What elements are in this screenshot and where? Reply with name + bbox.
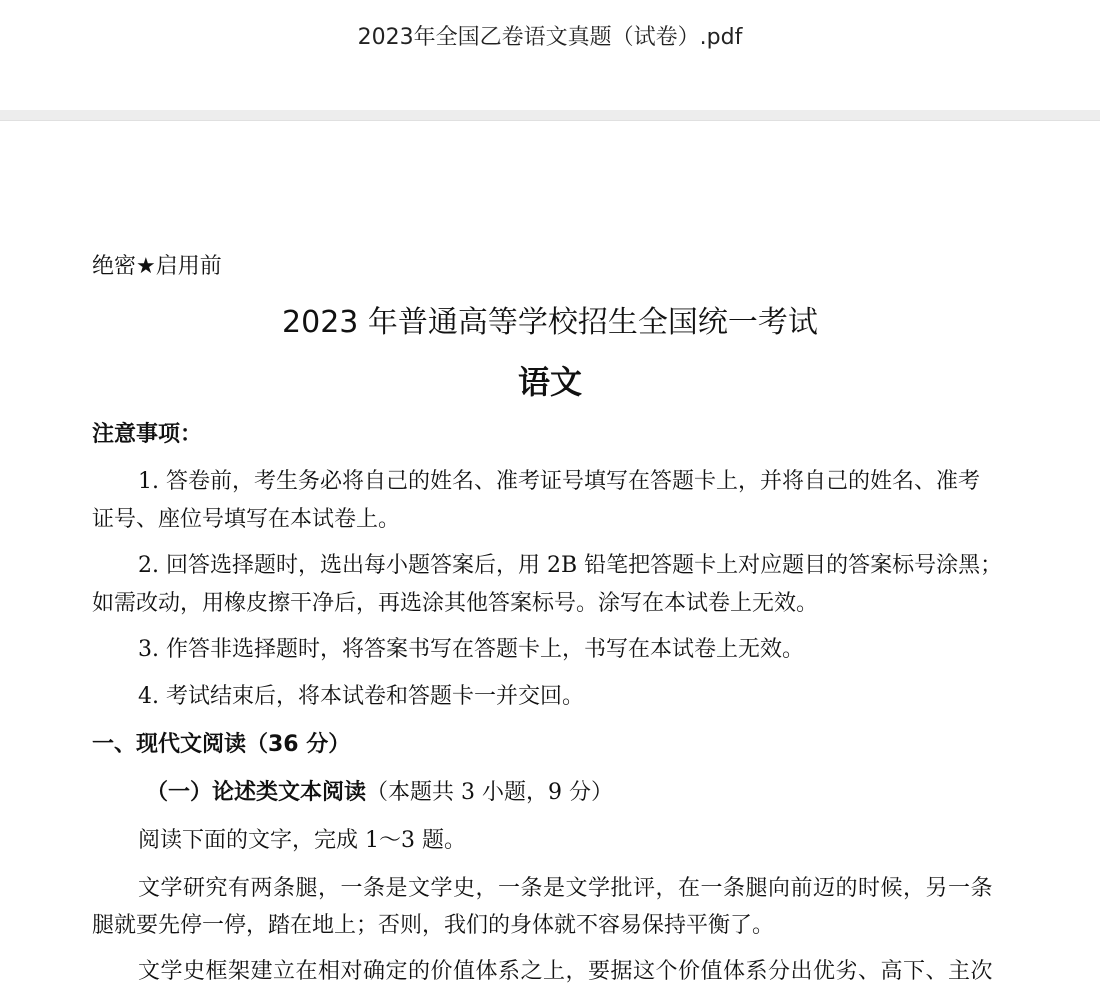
pdf-page[interactable]: [0, 121, 1100, 990]
note-2-line-1: 2. 回答选择题时，选出每小题答案后，用 2B 铅笔把答题卡上对应题目的答案标号涂黑；: [138, 553, 1003, 578]
subject-title: 语文: [517, 363, 582, 401]
window-titlebar: [0, 0, 1100, 110]
toolbar-divider: [0, 110, 1100, 121]
notes-heading: 注意事项：: [92, 422, 203, 447]
subsection-1-title: （一）论述类文本阅读: [146, 780, 367, 805]
subsection-1-points: （本题共 3 小题，9 分）: [366, 780, 613, 805]
exam-title: 2023 年普通高等学校招生全国统一考试: [282, 305, 818, 340]
secret-mark: 绝密★启用前: [92, 254, 222, 279]
note-1-line-1: 1. 答卷前，考生务必将自己的姓名、准考证号填写在答题卡上，并将自己的姓名、准考: [138, 469, 980, 494]
note-1-line-2: 证号、座位号填写在本试卷上。: [92, 507, 401, 532]
note-2-line-2: 如需改动，用橡皮擦干净后，再选涂其他答案标号。涂写在本试卷上无效。: [92, 591, 819, 616]
section-1-heading: 一、现代文阅读（36 分）: [92, 732, 351, 757]
note-3: 3. 作答非选择题时，将答案书写在答题卡上，书写在本试卷上无效。: [138, 637, 804, 662]
reading-instruction: 阅读下面的文字，完成 1～3 题。: [138, 828, 466, 853]
passage-p2-line-1: 文学史框架建立在相对确定的价值体系之上，要据这个价值体系分出优劣、高下、主次: [138, 959, 994, 984]
subsection-1-heading: [146, 775, 613, 806]
note-4: 4. 考试结束后，将本试卷和答题卡一并交回。: [138, 684, 584, 709]
passage-p1-line-1: 文学研究有两条腿，一条是文学史，一条是文学批评，在一条腿向前迈的时候，另一条: [138, 876, 994, 901]
passage-p1-line-2: 腿就要先停一停，踏在地上；否则，我们的身体就不容易保持平衡了。: [92, 913, 775, 938]
document-filename: 2023年全国乙卷语文真题（试卷）.pdf: [357, 25, 743, 50]
